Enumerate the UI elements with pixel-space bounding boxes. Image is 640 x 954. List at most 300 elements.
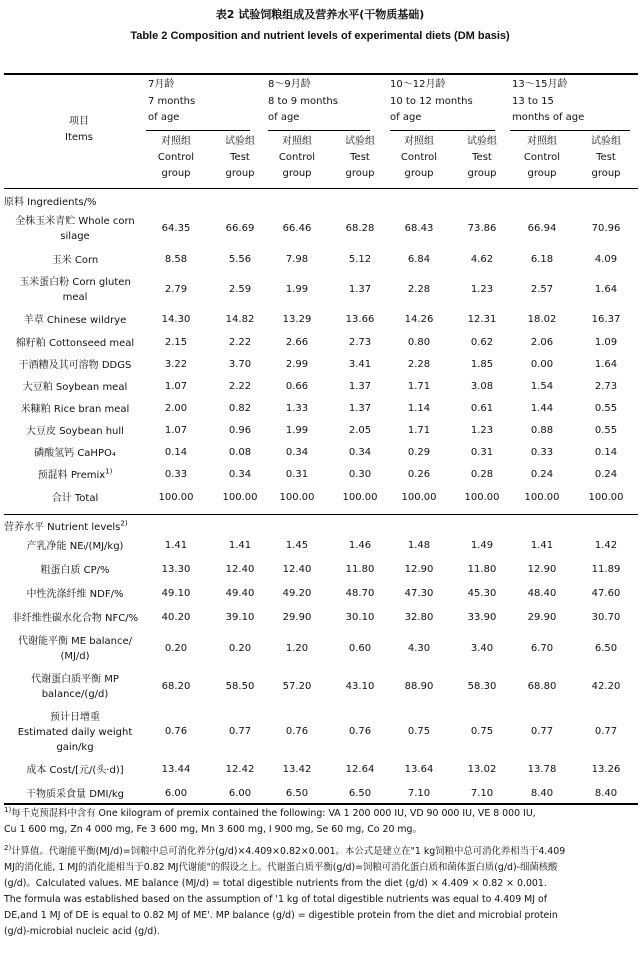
nutrient-label-line [4, 539, 146, 554]
nutrient-label-text: balance/(g/d) [41, 689, 109, 700]
age-group-en-line2: of age [390, 112, 422, 123]
footnote-1-sup: 1) [4, 805, 12, 814]
nutrient-value: 11.89 [591, 564, 621, 575]
nutrient-value: 3.40 [470, 643, 494, 654]
ingredient-value: 70.96 [591, 223, 621, 234]
nutrient-value: 13.78 [527, 764, 557, 775]
nutrient-value: 40.20 [161, 612, 191, 623]
section-rule [4, 514, 638, 515]
ingredient-value: 1.71 [407, 425, 431, 436]
ingredient-value: 1.09 [594, 337, 618, 348]
ingredient-value: 1.23 [470, 425, 494, 436]
ingredient-value: 0.88 [530, 425, 554, 436]
age-group-underline [146, 130, 250, 131]
ingredient-value: 14.82 [225, 314, 255, 325]
nutrient-label-text: 粗蛋白质 CP/% [40, 564, 110, 576]
nutrient-label [4, 563, 146, 578]
ingredient-value: 100.00 [464, 492, 500, 503]
nutrient-label-line [4, 710, 146, 725]
footnote-2 [4, 844, 636, 940]
ingredient-value: 14.26 [404, 314, 434, 325]
ingredient-label-text: 大豆皮 Soybean hull [26, 425, 124, 437]
section-nutrients-sup: 2) [120, 519, 128, 528]
nutrient-value: 1.20 [285, 643, 309, 654]
nutrient-value: 33.90 [467, 612, 497, 623]
ingredient-value: 2.00 [164, 403, 188, 414]
ingredient-value: 0.96 [228, 425, 252, 436]
ingredient-value: 0.33 [164, 469, 188, 480]
nutrient-value: 42.20 [591, 681, 621, 692]
nutrient-label-line [4, 672, 146, 687]
nutrient-value: 0.77 [594, 726, 618, 737]
control-group-label-en2: group [282, 168, 312, 179]
age-group-underline [268, 130, 370, 131]
nutrient-value: 88.90 [404, 681, 434, 692]
nutrient-value: 11.80 [345, 564, 375, 575]
ingredient-value: 0.62 [470, 337, 494, 348]
ingredient-value: 1.44 [530, 403, 554, 414]
nutrient-label-line [4, 740, 146, 755]
footnote-1-line2: Cu 1 600 mg, Zn 4 000 mg, Fe 3 600 mg, Mn 3 600 mg, I 900 mg, Se 60 mg, Co 20 mg。 [4, 824, 422, 835]
nutrient-label [4, 539, 146, 554]
nutrient-label-text: 干物质采食量 DMI/kg [26, 788, 124, 800]
ingredient-value: 1.64 [594, 359, 618, 370]
age-group-en-line2: of age [268, 112, 300, 123]
control-group-label-en2: group [161, 168, 191, 179]
ingredient-value: 0.14 [594, 447, 618, 458]
nutrient-label-line [4, 611, 146, 626]
ingredient-value: 3.70 [228, 359, 252, 370]
ingredient-value: 2.05 [348, 425, 372, 436]
nutrient-value: 49.10 [161, 588, 191, 599]
test-group-label-en2: group [591, 168, 621, 179]
ingredient-value: 2.57 [530, 283, 554, 295]
ingredient-value: 0.29 [407, 447, 431, 458]
ingredient-value: 1.37 [348, 381, 372, 392]
ingredient-label-line [4, 214, 146, 229]
ingredient-value: 0.80 [407, 337, 431, 348]
test-group-label-en2: group [225, 168, 255, 179]
nutrient-value: 29.90 [527, 612, 557, 623]
ingredient-value: 0.26 [407, 469, 431, 480]
ingredient-value: 5.12 [348, 254, 372, 265]
nutrient-value: 43.10 [345, 681, 375, 692]
age-group-zh: 10～12月龄 [390, 79, 446, 90]
ingredient-label [4, 253, 146, 268]
nutrient-label [4, 611, 146, 626]
nutrient-value: 1.41 [164, 540, 188, 551]
items-label-en: Items [65, 132, 93, 143]
age-group-en-line1: 13 to 15 [512, 96, 554, 107]
section-nutrients [4, 518, 128, 533]
nutrient-label-text: Estimated daily weight [17, 726, 133, 738]
ingredient-value: 73.86 [467, 223, 497, 234]
ingredient-value: 1.07 [164, 381, 188, 392]
footnote-2-sup: 2) [4, 843, 12, 852]
ingredient-label-text: meal [62, 291, 88, 303]
footnote-1-text: 每千克预混料中含有 One kilogram of premix contained the following: VA 1 200 000 IU, VD 90 000 IU, VE 8 000 IU, [11, 808, 536, 819]
ingredient-label-sup: 1) [105, 467, 113, 476]
test-group-label-zh: 试验组 [591, 136, 621, 147]
nutrient-label-text: 非纤维性碳水化合物 NFC/% [11, 612, 139, 624]
nutrient-value: 12.90 [404, 564, 434, 575]
nutrient-value: 0.76 [285, 726, 309, 737]
ingredient-value: 100.00 [279, 492, 315, 503]
nutrient-value: 68.80 [527, 681, 557, 692]
ingredient-value: 0.30 [348, 469, 372, 480]
nutrient-value: 8.40 [530, 788, 554, 799]
ingredient-value: 2.79 [164, 283, 188, 295]
footnote-2-text: 计算值。代谢能平衡(MJ/d)=饲粮中总可消化养分(g/d)×4.409×0.82×0.001。本公式是建立在"1 kg饲粮中总可消化养相当于4.409 [11, 846, 566, 857]
ingredient-label-line [4, 229, 146, 244]
ingredient-value: 0.31 [285, 469, 309, 480]
nutrient-value: 0.75 [470, 726, 494, 737]
ingredient-label-text: 棉籽粕 Cottonseed meal [15, 337, 135, 349]
ingredient-value: 0.08 [228, 447, 252, 458]
table-title-zh: 表2 试验饲粮组成及营养水平(干物质基础) [215, 8, 425, 21]
ingredient-value: 100.00 [342, 492, 378, 503]
ingredient-value: 16.37 [591, 314, 621, 325]
ingredient-value: 0.33 [530, 447, 554, 458]
age-group-zh: 13～15月龄 [512, 79, 568, 90]
ingredient-label-text: 玉米 Corn [51, 254, 99, 266]
control-group-label-en1: Control [523, 152, 561, 163]
ingredient-value: 1.07 [164, 425, 188, 436]
nutrient-value: 0.20 [228, 643, 252, 654]
nutrient-value: 6.00 [228, 788, 252, 799]
ingredient-label-text: 预混料 Premix [37, 469, 106, 481]
ingredient-label-text: 大豆粕 Soybean meal [22, 381, 128, 393]
nutrient-value: 13.26 [591, 764, 621, 775]
nutrient-value: 13.44 [161, 764, 191, 775]
test-group-label-zh: 试验组 [345, 136, 375, 147]
age-group-en-line2: of age [148, 112, 180, 123]
age-group-en-line1: 10 to 12 months [390, 96, 473, 107]
nutrient-label-line [4, 687, 146, 702]
nutrient-label-line [4, 634, 146, 649]
nutrient-label [4, 710, 146, 755]
nutrient-label-line [4, 649, 146, 664]
ingredient-label-text: silage [60, 231, 90, 242]
age-group-en-line1: 7 months [148, 96, 196, 107]
footnote-1 [4, 806, 636, 838]
ingredient-value: 3.22 [164, 359, 188, 370]
ingredient-label-line [4, 290, 146, 305]
nutrient-value: 0.77 [530, 726, 554, 737]
nutrient-value: 12.64 [345, 764, 375, 775]
ingredient-label-line [4, 402, 146, 417]
ingredient-label [4, 424, 146, 439]
top-rule [4, 73, 638, 75]
ingredient-value: 68.43 [404, 223, 434, 234]
footnote-2-line2: MJ的消化能, 1 MJ的消化能相当于0.82 MJ代谢能"的假设之上。代谢蛋白质平衡(g/d)=饲粮可消化蛋白质和菌体蛋白质(g/d)-细菌核酸 [4, 862, 558, 873]
nutrient-value: 32.80 [404, 612, 434, 623]
ingredient-value: 13.66 [345, 314, 375, 325]
nutrient-value: 49.40 [225, 588, 255, 599]
ingredient-value: 2.99 [285, 359, 309, 370]
test-group-label-en1: Test [596, 152, 616, 163]
ingredient-label-line [4, 424, 146, 439]
ingredient-value: 0.66 [285, 381, 309, 392]
nutrient-value: 1.41 [228, 540, 252, 551]
ingredient-value: 68.28 [345, 223, 375, 234]
age-group-zh: 8～9月龄 [268, 79, 311, 90]
footnote-2-line6: (g/d)-microbial nucleic acid (g/d). [4, 926, 160, 937]
ingredient-value: 2.73 [348, 337, 372, 348]
nutrient-label [4, 763, 146, 778]
nutrient-value: 47.60 [591, 588, 621, 599]
ingredient-value: 66.94 [527, 223, 557, 234]
control-group-label-zh: 对照组 [282, 136, 312, 147]
ingredient-label-text: 磷酸氢钙 CaHPO₄ [34, 447, 116, 459]
section-nutrients-label: 营养水平 Nutrient levels [4, 522, 121, 533]
ingredient-label-line [4, 380, 146, 395]
ingredient-value: 1.71 [407, 381, 431, 392]
ingredient-value: 0.31 [470, 447, 494, 458]
nutrient-value: 13.64 [404, 764, 434, 775]
ingredient-value: 1.37 [348, 403, 372, 414]
ingredient-value: 64.35 [161, 223, 191, 234]
ingredient-value: 0.24 [594, 469, 618, 480]
ingredient-value: 100.00 [524, 492, 560, 503]
ingredient-value: 100.00 [158, 492, 194, 503]
nutrient-value: 7.10 [470, 788, 494, 799]
nutrient-label-text: gain/kg [56, 741, 94, 753]
ingredient-value: 1.33 [285, 403, 309, 414]
nutrient-value: 39.10 [225, 612, 255, 623]
nutrient-value: 0.76 [348, 726, 372, 737]
control-group-label-en2: group [527, 168, 557, 179]
ingredient-value: 0.61 [470, 403, 494, 414]
ingredient-label [4, 468, 146, 483]
ingredient-value: 0.34 [285, 447, 309, 458]
ingredient-value: 4.09 [594, 254, 618, 265]
nutrient-value: 6.50 [348, 788, 372, 799]
ingredient-value: 1.85 [470, 359, 494, 370]
nutrient-label [4, 672, 146, 702]
nutrient-value: 45.30 [467, 588, 497, 599]
ingredient-label [4, 358, 146, 373]
nutrient-value: 58.50 [225, 681, 255, 692]
control-group-label-zh: 对照组 [404, 136, 434, 147]
ingredient-value: 2.66 [285, 337, 309, 348]
ingredient-label [4, 336, 146, 351]
nutrient-value: 0.76 [164, 726, 188, 737]
ingredient-value: 1.54 [530, 381, 554, 392]
ingredient-value: 66.46 [282, 223, 312, 234]
control-group-label-en2: group [404, 168, 434, 179]
footnote-2-line1 [4, 844, 636, 860]
ingredient-label [4, 446, 146, 461]
ingredient-label-text: 全株玉米青贮 Whole corn [15, 216, 135, 227]
ingredient-value: 2.73 [594, 381, 618, 392]
ingredient-label-text: 米糠粕 Rice bran meal [20, 403, 130, 415]
footnote-2-line4: The formula was established based on the assumption of '1 kg of total digestible nutrients was equal to 4.409 MJ of [4, 894, 548, 905]
ingredient-label-line [4, 313, 146, 328]
ingredient-value: 2.06 [530, 337, 554, 348]
nutrient-label-line [4, 587, 146, 602]
ingredient-value: 2.59 [228, 283, 252, 295]
ingredient-value: 1.99 [285, 425, 309, 436]
control-group-label-zh: 对照组 [161, 136, 191, 147]
ingredient-label-line [4, 358, 146, 373]
ingredient-value: 1.64 [594, 283, 618, 295]
ingredient-value: 3.41 [348, 359, 372, 370]
nutrient-value: 7.10 [407, 788, 431, 799]
header-rule [4, 188, 638, 189]
nutrient-value: 6.70 [530, 643, 554, 654]
nutrient-label-line [4, 763, 146, 778]
test-group-label-en2: group [345, 168, 375, 179]
nutrient-label-text: 成本 Cost/[元/(头·d)] [26, 764, 124, 776]
nutrient-value: 0.77 [228, 726, 252, 737]
nutrient-value: 0.20 [164, 643, 188, 654]
nutrient-label-line [4, 563, 146, 578]
nutrient-value: 12.40 [225, 564, 255, 575]
nutrient-value: 12.90 [527, 564, 557, 575]
control-group-label-en1: Control [157, 152, 195, 163]
nutrient-value: 68.20 [161, 681, 191, 692]
test-group-label-en1: Test [230, 152, 250, 163]
ingredient-value: 18.02 [527, 314, 557, 325]
ingredient-value: 2.28 [407, 283, 431, 295]
nutrient-value: 1.48 [407, 540, 431, 551]
ingredient-label-text: 合计 Total [51, 492, 99, 504]
nutrient-value: 29.90 [282, 612, 312, 623]
nutrient-value: 6.50 [594, 643, 618, 654]
nutrient-label [4, 634, 146, 664]
control-group-label-en1: Control [278, 152, 316, 163]
nutrient-value: 0.75 [407, 726, 431, 737]
ingredient-value: 0.34 [228, 469, 252, 480]
test-group-label-en1: Test [350, 152, 370, 163]
ingredient-label-line [4, 275, 146, 290]
nutrient-label-text: 代谢能平衡 ME balance/ [17, 636, 133, 647]
nutrient-value: 58.30 [467, 681, 497, 692]
nutrient-label-line [4, 787, 146, 802]
ingredient-label [4, 275, 146, 305]
ingredient-value: 13.29 [282, 314, 312, 325]
nutrient-label-text: 预计日增重 [50, 711, 100, 723]
footnote-2-line5: DE,and 1 MJ of DE is equal to 0.82 MJ of ME'. MP balance (g/d) = digestible protein from the diet and microbial protein [4, 910, 558, 921]
ingredient-value: 0.00 [530, 359, 554, 370]
table-title-en: Table 2 Composition and nutrient levels of experimental diets (DM basis) [130, 30, 510, 42]
nutrient-value: 1.41 [530, 540, 554, 551]
ingredient-label [4, 402, 146, 417]
nutrient-value: 48.70 [345, 588, 375, 599]
ingredient-value: 66.69 [225, 223, 255, 234]
age-group-en-line1: 8 to 9 months [268, 96, 338, 107]
test-group-label-zh: 试验组 [225, 136, 255, 147]
nutrient-value: 1.42 [594, 540, 618, 551]
ingredient-value: 4.62 [470, 254, 494, 265]
ingredient-value: 0.82 [228, 403, 252, 414]
ingredient-value: 6.84 [407, 254, 431, 265]
ingredient-label-text: 羊草 Chinese wildrye [23, 314, 127, 326]
footnote-1-line1 [4, 806, 636, 822]
ingredient-label-line [4, 253, 146, 268]
ingredient-value: 0.24 [530, 469, 554, 480]
ingredient-value: 1.99 [285, 283, 309, 295]
test-group-label-zh: 试验组 [467, 136, 497, 147]
nutrient-value: 1.46 [348, 540, 372, 551]
nutrient-value: 13.02 [467, 764, 497, 775]
test-group-label-en1: Test [472, 152, 492, 163]
nutrient-value: 11.80 [467, 564, 497, 575]
nutrient-label-line [4, 725, 146, 740]
ingredient-value: 5.56 [228, 254, 252, 265]
test-group-label-en2: group [467, 168, 497, 179]
nutrient-label [4, 787, 146, 802]
nutrient-value: 49.20 [282, 588, 312, 599]
nutrient-label-text: (MJ/d) [60, 651, 90, 662]
ingredient-value: 2.15 [164, 337, 188, 348]
nutrient-value: 30.10 [345, 612, 375, 623]
nutrient-value: 47.30 [404, 588, 434, 599]
nutrient-label-text: 产乳净能 NEₗ/(MJ/kg) [26, 540, 124, 552]
items-label-zh: 项目 [69, 116, 89, 127]
nutrient-value: 12.40 [282, 564, 312, 575]
ingredient-label-text: 干酒糟及其可溶物 DDGS [18, 359, 132, 371]
age-group-underline [510, 130, 630, 131]
ingredient-label [4, 491, 146, 506]
section-ingredients: 原料 Ingredients/% [4, 197, 97, 208]
ingredient-value: 3.08 [470, 381, 494, 392]
ingredient-value: 1.37 [348, 283, 372, 295]
age-group-en-line2: months of age [512, 112, 585, 123]
ingredient-value: 100.00 [401, 492, 437, 503]
nutrient-value: 6.00 [164, 788, 188, 799]
nutrient-label-text: 代谢蛋白质平衡 MP [31, 674, 119, 685]
nutrient-value: 6.50 [285, 788, 309, 799]
ingredient-label-line [4, 446, 146, 461]
ingredient-label-line [4, 336, 146, 351]
ingredient-value: 1.23 [470, 283, 494, 295]
ingredient-label-line [4, 491, 146, 506]
nutrient-value: 1.49 [470, 540, 494, 551]
nutrient-value: 1.45 [285, 540, 309, 551]
ingredient-value: 0.34 [348, 447, 372, 458]
ingredient-value: 2.28 [407, 359, 431, 370]
ingredient-label [4, 214, 146, 244]
nutrient-value: 57.20 [282, 681, 312, 692]
nutrient-value: 8.40 [594, 788, 618, 799]
ingredient-value: 0.55 [594, 425, 618, 436]
ingredient-label-line [4, 468, 146, 483]
ingredient-value: 6.18 [530, 254, 554, 265]
bottom-rule [4, 803, 638, 805]
ingredient-value: 7.98 [285, 254, 309, 265]
ingredient-value: 2.22 [228, 337, 252, 348]
ingredient-label [4, 313, 146, 328]
ingredient-value: 1.14 [407, 403, 431, 414]
ingredient-value: 8.58 [164, 254, 188, 265]
control-group-label-en1: Control [400, 152, 438, 163]
ingredient-value: 0.28 [470, 469, 494, 480]
nutrient-value: 4.30 [407, 643, 431, 654]
ingredient-value: 100.00 [588, 492, 624, 503]
age-group-zh: 7月龄 [148, 79, 175, 90]
ingredient-value: 12.31 [467, 314, 497, 325]
ingredient-label-text: 玉米蛋白粉 Corn gluten [19, 276, 131, 288]
nutrient-value: 13.30 [161, 564, 191, 575]
nutrient-label-text: 中性洗涤纤维 NDF/% [26, 588, 124, 600]
nutrient-value: 13.42 [282, 764, 312, 775]
control-group-label-zh: 对照组 [527, 136, 557, 147]
nutrient-value: 0.60 [348, 643, 372, 654]
nutrient-value: 30.70 [591, 612, 621, 623]
nutrient-value: 12.42 [225, 764, 255, 775]
